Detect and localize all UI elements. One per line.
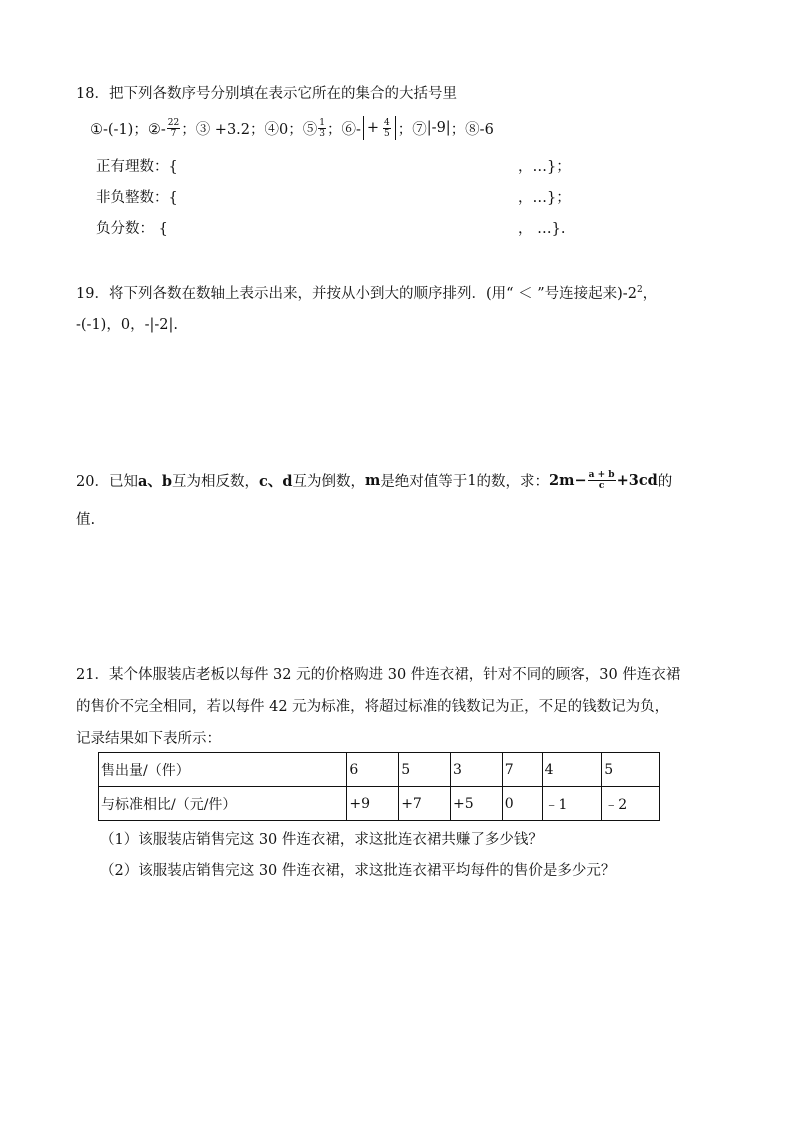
- q18-items-3-5: ；③ +3.2；④0；⑤: [181, 121, 318, 138]
- q20-fraction: [588, 470, 616, 491]
- q18-set-nonnegative-integer-end: ，…}；: [518, 190, 571, 206]
- q20-text-f: 的: [657, 474, 673, 490]
- table-row: [99, 753, 660, 787]
- q18-set-negative-fraction: 负分数： {: [96, 221, 168, 237]
- q20-line2: 值.: [76, 512, 96, 528]
- q18-item-6: ；⑥-: [326, 121, 361, 138]
- q20-line1: [76, 470, 672, 491]
- q21-record-table: [98, 752, 660, 821]
- q21-sub2: （2）该服装店销售完这 30 件连衣裙，求这批连衣裙平均每件的售价是多少元？: [100, 863, 616, 879]
- q19-stem: 19．将下列各数在数轴上表示出来，并按从小到大的顺序排列．(用“ ＜ ”号连接起来)-2: [76, 286, 637, 302]
- table-cell: 3: [450, 753, 502, 787]
- q21-line1: 21．某个体服装店老板以每件 32 元的价格购进 30 件连衣裙，针对不同的顾客，30 件连衣裙: [76, 667, 681, 683]
- q20-text-c: 互为倒数，: [292, 474, 365, 490]
- q18-number-list: [90, 116, 494, 140]
- q18-item-7: ；⑦: [397, 121, 427, 138]
- table-header-cell: 与标准相比/（元/件）: [99, 787, 347, 821]
- table-cell: 5: [602, 753, 660, 787]
- q18-abs-9: |-9|: [426, 120, 451, 136]
- table-cell: ﹣1: [542, 787, 602, 821]
- q20-var-ab: a、b: [137, 473, 172, 490]
- q18-fraction-4-5: [383, 118, 391, 139]
- fraction-numerator: 1: [319, 117, 325, 128]
- q20-one: 1: [467, 472, 477, 489]
- q20-expr-b: +3cd: [616, 472, 658, 489]
- q18-set-negative-fraction-end: ， …}.: [518, 221, 566, 237]
- q19-line1: [76, 282, 657, 303]
- q20-var-m: m: [364, 472, 381, 489]
- fraction-numerator: 22: [167, 117, 180, 128]
- q20-text-b: 互为相反数，: [172, 474, 259, 490]
- table-cell: 6: [347, 753, 399, 787]
- fraction-denominator: 5: [384, 128, 390, 139]
- q20-text-d: 是绝对值等于: [380, 474, 468, 490]
- plus-sign: +: [366, 120, 380, 136]
- q20-expr-a: 2m−: [549, 472, 587, 489]
- q21-sub1: （1）该服装店销售完这 30 件连衣裙，求这批连衣裙共赚了多少钱？: [100, 832, 543, 848]
- q20-var-cd: c、d: [259, 473, 293, 490]
- table-cell: +7: [399, 787, 451, 821]
- q18-abs-expression: [363, 116, 396, 140]
- table-cell: 5: [399, 753, 451, 787]
- q18-fraction-22-7: [167, 118, 180, 139]
- q18-set-positive-rational-end: ，…}；: [518, 159, 571, 175]
- fraction-numerator: 4: [384, 117, 390, 128]
- table-header-cell: 售出量/（件）: [99, 753, 347, 787]
- q18-stem: 18．把下列各数序号分别填在表示它所在的集合的大括号里: [76, 86, 457, 102]
- q19-exponent: 2: [636, 285, 643, 296]
- q21-line3: 记录结果如下表所示：: [76, 731, 221, 747]
- table-row: [99, 787, 660, 821]
- q18-items-1-2: ①-(-1)；②-: [90, 121, 166, 138]
- table-cell: +9: [347, 787, 399, 821]
- q18-fraction-1-3: [318, 118, 326, 139]
- fraction-numerator: a + b: [588, 470, 615, 480]
- fraction-denominator: 3: [319, 128, 325, 139]
- q20-text-e: 的数，求：: [476, 474, 550, 490]
- q18-set-nonnegative-integer: 非负整数：{: [96, 190, 178, 206]
- fraction-denominator: 7: [170, 128, 177, 139]
- table-cell: 4: [542, 753, 602, 787]
- q21-line2: 的售价不完全相同，若以每件 42 元为标准，将超过标准的钱数记为正，不足的钱数记为负，: [76, 699, 670, 715]
- table-cell: ﹣2: [602, 787, 660, 821]
- q20-text-a: 20．已知: [76, 474, 138, 490]
- q18-item-8: ；⑧-6: [450, 121, 494, 138]
- fraction-denominator: c: [598, 481, 605, 491]
- q19-line2: -(-1)，0，-|-2|.: [76, 317, 178, 333]
- table-cell: 0: [502, 787, 542, 821]
- table-cell: +5: [450, 787, 502, 821]
- q18-set-positive-rational: 正有理数：{: [96, 159, 178, 175]
- q19-line1-end: ，: [642, 286, 658, 302]
- table-cell: 7: [502, 753, 542, 787]
